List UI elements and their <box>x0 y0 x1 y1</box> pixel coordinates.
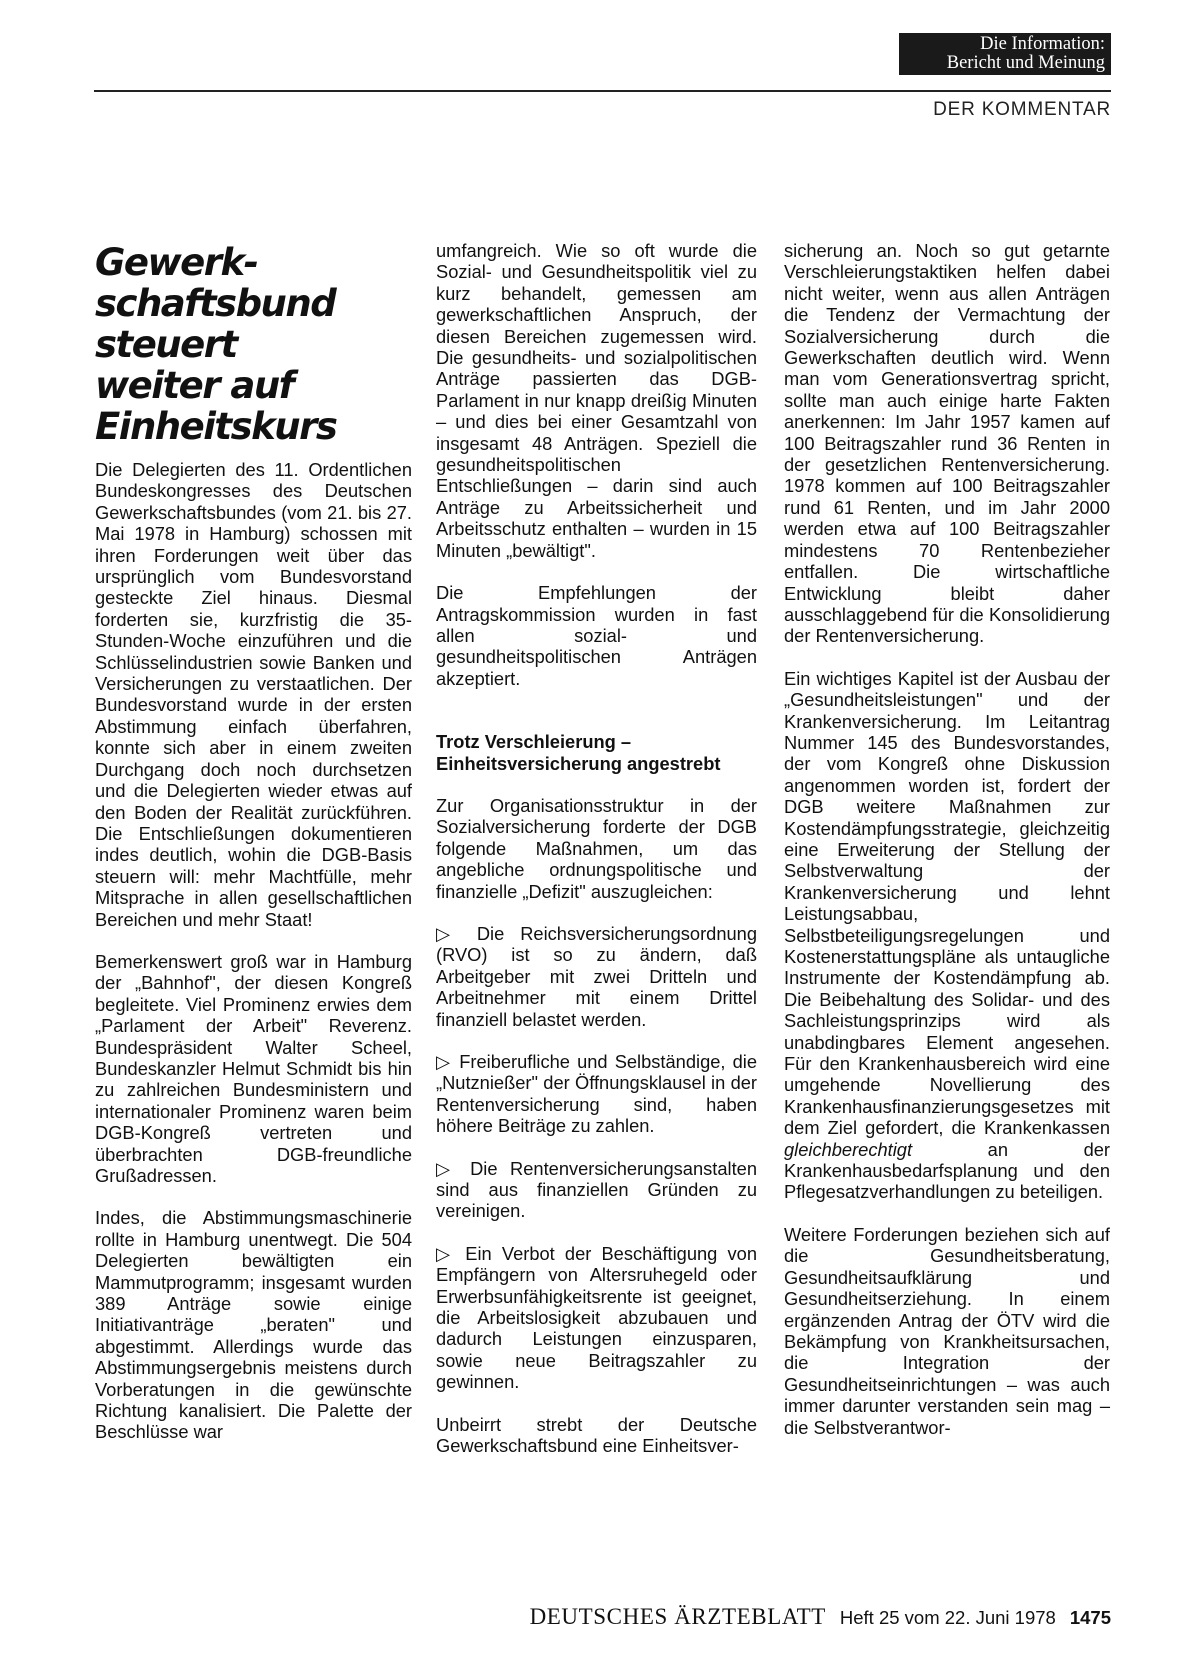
paragraph: Bemerkenswert groß war in Hamburg der „Bahnhof", der diesen Kongreß begleitete. Viel Prominenz erwies dem „Parlament der Arbeit" Reverenz. Bundespräsident Walter Scheel, Bundeskanzler Helmut Schmidt bis hin zu zahlreichen Bundesministern und internationaler Prominenz waren beim DGB-Kongreß vertreten und überbrachten DGB-freundliche Grußadressen. <box>95 950 412 1186</box>
list-item: ▷ Die Rentenversicherungsanstalten sind aus finanziellen Gründen zu vereinigen. <box>436 1157 757 1222</box>
paragraph: Weitere Forderungen beziehen sich auf die Gesundheitsberatung, Gesundheitsaufklärung und Gesundheitserziehung. In einem ergänzenden Antrag der ÖTV wird die Bekämpfung von Krankheitsursachen, die Integration der Gesundheitseinrichtungen – was auch immer darunter verstanden sein mag – die Selbstverantwor- <box>784 1223 1110 1438</box>
list-item: ▷ Ein Verbot der Beschäftigung von Empfängern von Altersruhegeld oder Erwerbsunfähigkeitsrente ist geeignet, die Arbeitslosigkeit abzubauen und dadurch Leistungen einzusparen, sowie neue Beitragszahler zu gewinnen. <box>436 1242 757 1393</box>
section-label: DER KOMMENTAR <box>933 99 1111 120</box>
section-badge <box>899 33 1111 75</box>
page-footer <box>530 1604 1111 1630</box>
paragraph: umfangreich. Wie so oft wurde die Sozial- und Gesundheitspolitik viel zu kurz behandelt, gemessen am gewerkschaftlichen Anspruch, der diesen Bereichen zugemessen wird. Die gesundheits- und sozialpolitischen Anträge passierten das DGB-Parlament in nur knapp dreißig Minuten – und dies bei einer Gesamtzahl von insgesamt 48 Anträgen. Speziell die gesundheitspolitischen Entschließungen – darin sind auch Anträge zu Arbeitssicherheit und Arbeitsschutz enthalten – wurden in 15 Minuten „bewältigt". <box>436 240 757 561</box>
headline-line: Einheitskurs <box>95 405 337 448</box>
headline-line: schaftsbund <box>95 282 336 325</box>
paragraph: sicherung an. Noch so gut getarnte Verschleierungstaktiken helfen dabei nicht weiter, wenn aus allen Anträgen die Tendenz der Vermachtung der Sozialversicherung durch die Gewerkschaften deutlich wird. Wenn man vom Generationsvertrag spricht, sollte man auch einige harte Fakten anerkennen: Im Jahr 1957 kamen auf 100 Beitragszahler rund 36 Renten in der gesetzlichen Rentenversicherung. 1978 kommen auf 100 Beitragszahler rund 61 Renten, und im Jahr 2000 werden etwa auf 100 Beitragszahler mindestens 70 Rentenbezieher entfallen. Die wirtschaftliche Entwicklung bleibt daher ausschlaggebend für die Konsolidierung der Rentenversicherung. <box>784 240 1110 647</box>
article-headline <box>95 242 395 447</box>
journal-name: DEUTSCHES ÄRZTEBLATT <box>529 1604 826 1629</box>
list-item: ▷ Die Reichsversicherungsordnung (RVO) ist so zu ändern, daß Arbeitgeber mit zwei Dritteln und Arbeitnehmer mit einem Drittel finanziell belastet werden. <box>436 922 757 1030</box>
headline-line: Gewerk- <box>95 241 258 284</box>
article-column-2 <box>436 240 757 1457</box>
article-column-1 <box>95 459 412 1443</box>
issue-info: Heft 25 vom 22. Juni 1978 <box>839 1607 1056 1628</box>
page-number: 1475 <box>1069 1607 1111 1628</box>
paragraph <box>784 668 1110 1203</box>
emphasis: gleichberechtigt <box>784 1138 913 1160</box>
subheading: Trotz Verschleierung – Einheitsversicherung angestrebt <box>436 731 721 774</box>
header-rule <box>94 90 1111 92</box>
badge-line-2: Bericht und Meinung <box>946 53 1105 73</box>
paragraph: Indes, die Abstimmungsmaschinerie rollte in Hamburg unentwegt. Die 504 Delegierten bewältigten ein Mammutprogramm; insgesamt wurden 389 Anträge sowie einige Initiativanträge „beraten" und abgestimmt. Allerdings wurde das Abstimmungsergebnis meistens durch Vorberatungen in die gewünschte Richtung kanalisiert. Die Palette der Beschlüsse war <box>95 1207 412 1443</box>
paragraph-text: an der Krankenhausbedarfsplanung und den Pflegesatzverhandlungen zu beteiligen. <box>784 1138 1110 1203</box>
headline-line: steuert <box>95 323 237 366</box>
badge-line-1: Die Information: <box>980 34 1105 54</box>
headline-line: weiter auf <box>95 364 294 407</box>
paragraph: Unbeirrt strebt der Deutsche Gewerkschaftsbund eine Einheitsver- <box>436 1413 757 1457</box>
paragraph: Zur Organisationsstruktur in der Sozialversicherung forderte der DGB folgende Maßnahmen, um das angebliche ordnungspolitische und finanzielle „Defizit" auszugleichen: <box>436 794 757 902</box>
list-item: ▷ Freiberufliche und Selbständige, die „Nutznießer" der Öffnungsklausel in der Rentenversicherung sind, haben höhere Beiträge zu zahlen. <box>436 1051 757 1137</box>
paragraph: Die Empfehlungen der Antragskommission wurden in fast allen sozial- und gesundheitspolitischen Anträgen akzeptiert. <box>436 582 757 689</box>
article-column-3 <box>784 240 1110 1438</box>
paragraph-text: Ein wichtiges Kapitel ist der Ausbau der „Gesundheitsleistungen" und der Krankenversicherung. Im Leitantrag Nummer 145 des Bundesvorstandes, der vom Kongreß ohne Diskussion angenommen worden ist, fordert der DGB weitere Maßnahmen zur Kostendämpfungsstrategie, gleichzeitig eine Erweiterung der Stellung der Selbstverwaltung der Krankenversicherung und lehnt Leistungsabbau, Selbstbeteiligungsregelungen und Kostenerstattungspläne als untaugliche Instrumente der Kostendämpfung ab. Die Beibehaltung des Solidar- und des Sachleistungsprinzips wird als unabdingbares Element angesehen. Für den Krankenhausbereich wird eine umgehende Novellierung des Krankenhausfinanzierungsgesetzes mit dem Ziel gefordert, die Krankenkassen <box>784 667 1110 1139</box>
paragraph: Die Delegierten des 11. Ordentlichen Bundeskongresses des Deutschen Gewerkschaftsbundes (vom 21. bis 27. Mai 1978 in Hamburg) schossen mit ihren Forderungen weit über das ursprünglich vom Bundesvorstand gesteckte Ziel hinaus. Diesmal forderten sie, kurzfristig die 35-Stunden-Woche einzuführen und die Schlüsselindustrien sowie Banken und Versicherungen zu verstaatlichen. Der Bundesvorstand wurde in der ersten Abstimmung einfach überfahren, konnte sich aber in einem zweiten Durchgang doch noch durchsetzen und die Delegierten wieder etwas auf den Boden der Realität zurückführen. Die Entschließungen dokumentieren indes deutlich, wohin die DGB-Basis steuern will: mehr Machtfülle, mehr Mitsprache in allen gesellschaftlichen Bereichen und mehr Staat! <box>95 459 412 930</box>
